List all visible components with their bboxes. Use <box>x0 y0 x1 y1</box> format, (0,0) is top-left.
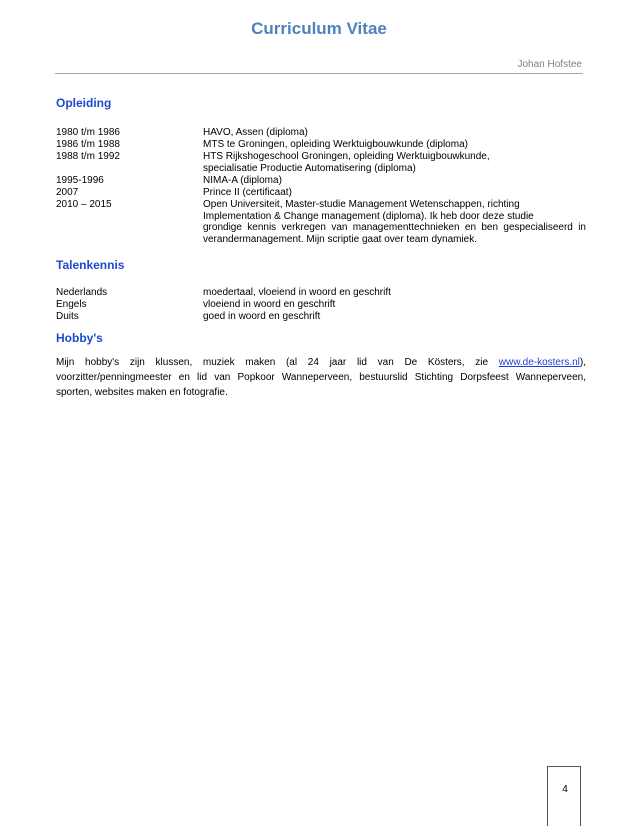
document-title: Curriculum Vitae <box>251 19 387 38</box>
education-period: 2010 – 2015 <box>56 199 112 210</box>
education-description <box>203 151 586 174</box>
education-description <box>203 139 586 151</box>
language-name: Duits <box>56 311 79 322</box>
hobbies-paragraph <box>56 355 586 400</box>
education-line: grondige kennis verkregen van managementtechnieken en ben gespecialiseerd in <box>203 222 586 233</box>
education-period: 1995-1996 <box>56 175 104 186</box>
language-name: Engels <box>56 299 87 310</box>
education-description <box>203 187 586 199</box>
education-line: Implementation & Change management (diploma). Ik heb door deze studie <box>203 210 534 222</box>
education-line: verandermanagement. Mijn scriptie gaat over team dynamiek. <box>203 233 478 245</box>
education-line: HAVO, Assen (diploma) <box>203 127 308 138</box>
hobbies-line: voorzitter/penningmeester en lid van Popkoor Wanneperveen, bestuurslid Stichting Dorpsfeest Wanneperveen, <box>56 372 586 383</box>
education-description <box>203 199 586 245</box>
education-line: HTS Rijkshogeschool Groningen, opleiding Werktuigbouwkunde, <box>203 151 490 162</box>
education-period: 1988 t/m 1992 <box>56 151 120 162</box>
de-kosters-link[interactable]: www.de-kosters.nl <box>498 357 580 368</box>
education-line: Prince II (certificaat) <box>203 187 292 198</box>
language-level <box>203 287 586 299</box>
language-level <box>203 299 586 311</box>
header-divider <box>55 73 583 74</box>
education-description <box>203 127 586 139</box>
language-level-text: goed in woord en geschrift <box>203 311 321 322</box>
hobbies-text: ), <box>579 357 586 368</box>
language-name: Nederlands <box>56 287 108 298</box>
language-level <box>203 311 586 323</box>
hobbies-text: Mijn hobby's zijn klussen, muziek maken (al 24 jaar lid van De Kösters, zie <box>56 357 499 368</box>
section-heading-education: Opleiding <box>56 96 112 110</box>
language-level-text: moedertaal, vloeiend in woord en geschrift <box>203 287 391 298</box>
education-period: 1980 t/m 1986 <box>56 127 120 138</box>
education-period: 1986 t/m 1988 <box>56 139 120 150</box>
education-line: Open Universiteit, Master-studie Management Wetenschappen, richting <box>203 199 520 210</box>
education-period: 2007 <box>56 187 79 198</box>
language-level-text: vloeiend in woord en geschrift <box>203 299 336 310</box>
section-heading-hobbies: Hobby's <box>56 331 103 345</box>
education-description <box>203 175 586 187</box>
education-line: MTS te Groningen, opleiding Werktuigbouwkunde (diploma) <box>203 139 468 150</box>
hobbies-line <box>56 355 586 370</box>
page-number: 4 <box>562 784 568 795</box>
hobbies-line: sporten, websites maken en fotografie. <box>56 387 228 398</box>
page-number-box <box>547 766 581 826</box>
education-line: specialisatie Productie Automatisering (diploma) <box>203 162 416 174</box>
section-heading-languages: Talenkennis <box>56 258 125 272</box>
author-name: Johan Hofstee <box>517 59 582 70</box>
education-line: NIMA-A (diploma) <box>203 175 282 186</box>
